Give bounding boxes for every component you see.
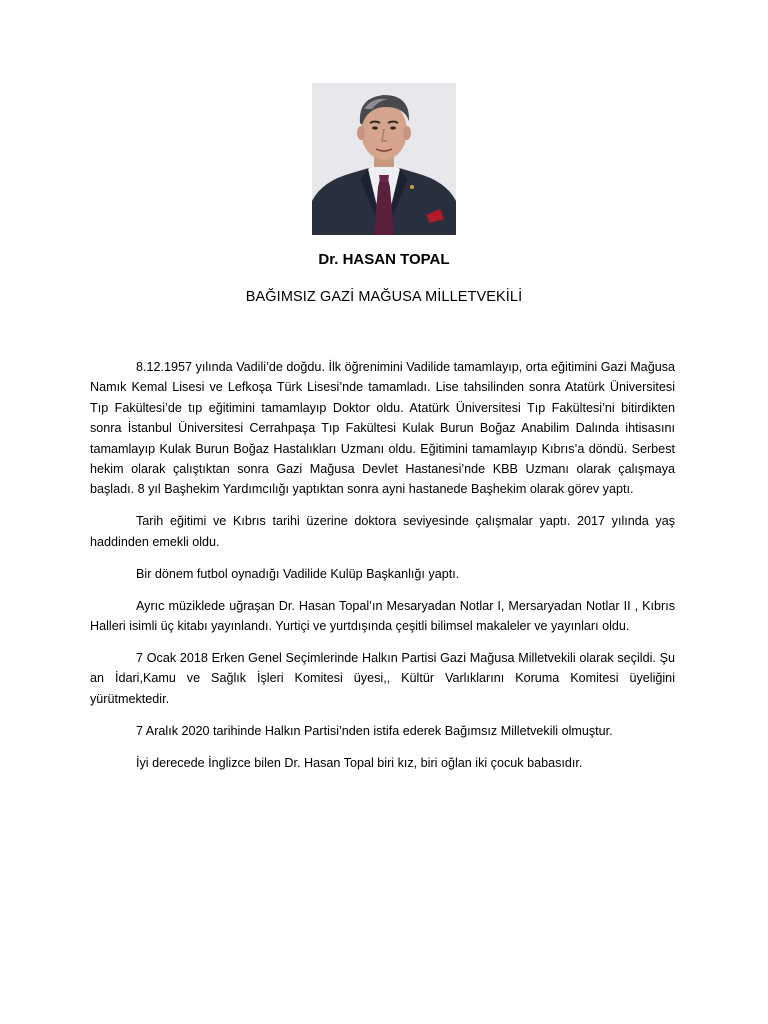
biography: [90, 357, 675, 784]
bio-paragraph: Ayrıc müziklede uğraşan Dr. Hasan Topal’ın Mesaryadan Notlar I, Mersaryadan Notlar II , Kıbrıs Halleri isimli üç kitabı yayınlandı. Yurtiçi ve yurtdışında çeşitli bilimsel makaleler ve yayınları oldu.: [90, 598, 675, 633]
portrait-photo: [312, 83, 456, 235]
bio-paragraph: Bir dönem futbol oynadığı Vadilide Kulüp Başkanlığı yaptı.: [136, 566, 460, 581]
person-title: BAĞIMSIZ GAZİ MAĞUSA MİLLETVEKİLİ: [245, 289, 523, 305]
bio-paragraph: 8.12.1957 yılında Vadili’de doğdu. İlk öğrenimini Vadilide tamamlayıp, orta eğitimini Gazi Mağusa Namık Kemal Lisesi ve Lefkoşa Türk Lisesi’nde tamamladı. Lise tahsilinden sonra Atatürk Üniversitesi Tıp Fakültesi’de tıp eğitimini tamamlayıp Doktor oldu. Atatürk Üniversitesi Tıp Fakültesi’ni bitirdikten sonra İstanbul Üniversitesi Cerrahpaşa Tıp Fakültesi Kulak Burun Boğaz Anabilim Dalında ihtisasını tamamlayıp Kulak Burun Boğaz Hastalıkları Uzmanı oldu. Eğitimini tamamlayıp Kıbrıs’a döndü. Serbest hekim olarak çalıştıktan sonra Gazi Mağusa Devlet Hastanesi’nde KBB Uzmanı olarak çalışmaya başladı. 8 yıl Başhekim Yardımcılığı yaptıktan sonra ayni hastanede Başhekim olarak görev yaptı.: [90, 360, 675, 497]
person-name: Dr. HASAN TOPAL: [318, 251, 450, 268]
bio-paragraph: İyi derecede İnglizce bilen Dr. Hasan Topal biri kız, biri oğlan iki çocuk babasıdır.: [136, 755, 583, 770]
bio-paragraph: 7 Aralık 2020 tarihinde Halkın Partisi’nden istifa ederek Bağımsız Milletvekili olmuştur.: [136, 723, 613, 738]
bio-paragraph: 7 Ocak 2018 Erken Genel Seçimlerinde Halkın Partisi Gazi Mağusa Milletvekili olarak seçildi. Şu an İdari,Kamu ve Sağlık İşleri Komitesi üyesi,, Kültür Varlıklarını Koruma Komitesi üyeliğini yürütmektedir.: [90, 650, 675, 706]
bio-paragraph: Tarih eğitimi ve Kıbrıs tarihi üzerine doktora seviyesinde çalışmalar yaptı. 2017 yılında yaş haddinden emekli oldu.: [90, 514, 675, 549]
